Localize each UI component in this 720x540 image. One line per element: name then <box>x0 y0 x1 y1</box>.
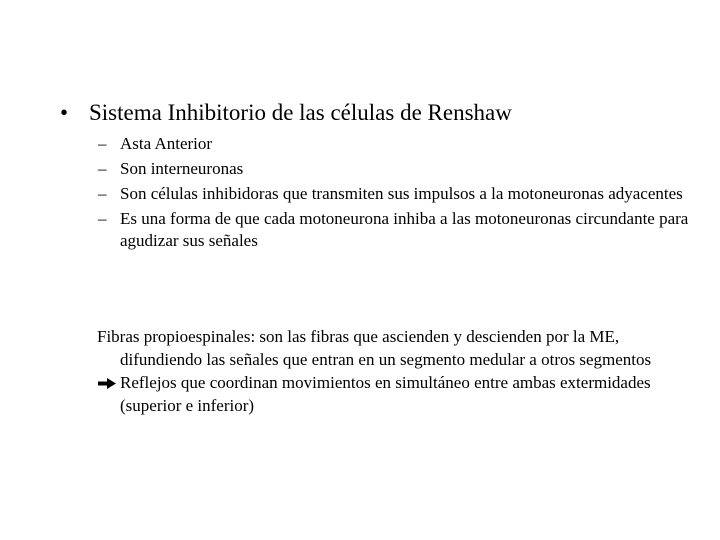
right-arrow-icon <box>97 377 117 390</box>
main-bullet-text: Sistema Inhibitorio de las células de Renshaw <box>89 100 512 125</box>
dash-marker: – <box>98 159 107 178</box>
sub-bullet-text: Asta Anterior <box>120 134 213 153</box>
fibras-block <box>97 325 697 417</box>
sub-bullet-text: Es una forma de que cada motoneurona inhiba a las motoneuronas circundante para agudizar sus señales <box>120 209 689 250</box>
sub-bullet-text: Son células inhibidoras que transmiten sus impulsos a la motoneuronas adyacentes <box>120 184 683 203</box>
reflex-text: Reflejos que coordinan movimientos en simultáneo entre ambas extermidades (superior e inferior) <box>120 373 651 415</box>
sub-bullet-item <box>98 183 698 205</box>
dash-marker: – <box>98 184 107 203</box>
dash-marker: – <box>98 134 107 153</box>
bullet-dot: • <box>60 100 69 125</box>
sub-bullet-list <box>98 133 698 255</box>
dash-marker: – <box>98 209 107 228</box>
sub-bullet-item <box>98 208 698 252</box>
sub-bullet-item <box>98 133 698 155</box>
sub-bullet-item <box>98 158 698 180</box>
reflex-line <box>97 371 697 417</box>
fibras-paragraph: Fibras propioespinales: son las fibras que ascienden y descienden por la ME, difundiendo las señales que entran en un segmento medular a otros segmentos <box>97 327 652 369</box>
sub-bullet-text: Son interneuronas <box>120 159 244 178</box>
